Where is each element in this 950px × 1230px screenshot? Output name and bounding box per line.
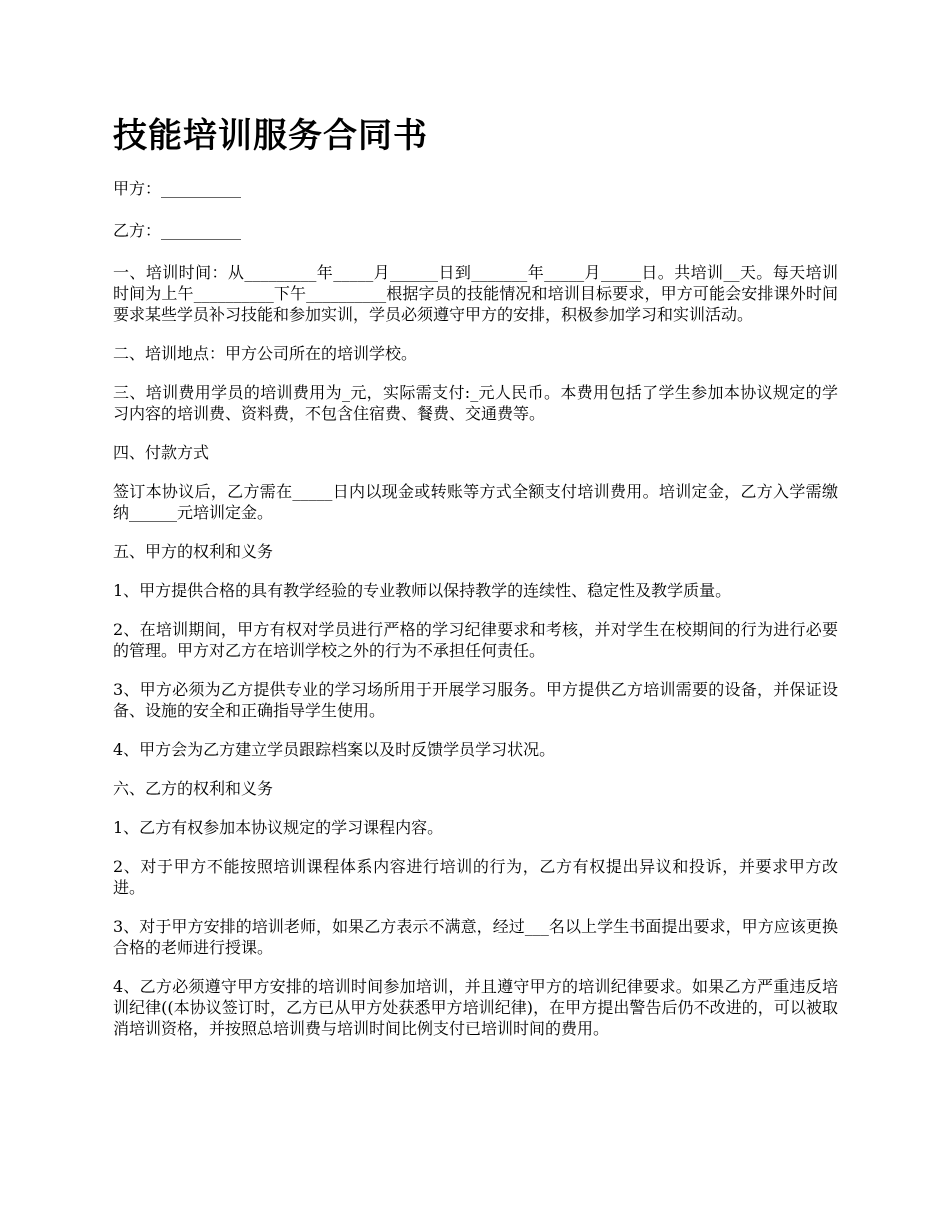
party-a-line: 甲方：__________ [113, 179, 242, 198]
party-b-item-1: 1、乙方有权参加本协议规定的学习课程内容。 [113, 818, 444, 837]
party-b-item-4: 4、乙方必须遵守甲方安排的培训时间参加培训，并且遵守甲方的培训纪律要求。如果乙方严重违反培训纪律((本协议签订时，乙方已从甲方处获悉甲方培训纪律)，在甲方提出警告后仍不改进的，可以被取消培训资格，并按照总培训费与培训时间比例支付已培训时间的费用。 [113, 977, 838, 1038]
party-a-item-2: 2、在培训期间，甲方有权对学员进行严格的学习纪律要求和考核，并对学生在校期间的行为进行必要的管理。甲方对乙方在培训学校之外的行为不承担任何责任。 [113, 620, 838, 660]
section-heading-party-a-rights: 五、甲方的权利和义务 [113, 542, 274, 561]
clause-training-location: 二、培训地点：甲方公司所在的培训学校。 [113, 344, 418, 363]
clause-training-fee: 三、培训费用学员的培训费用为_元，实际需支付:_元人民币。本费用包括了学生参加本协议规定的学习内容的培训费、资料费，不包含住宿费、餐费、交通费等。 [113, 383, 838, 423]
party-a-item-3: 3、甲方必须为乙方提供专业的学习场所用于开展学习服务。甲方提供乙方培训需要的设备，并保证设备、设施的安全和正确指导学生使用。 [113, 680, 838, 720]
party-a-item-4: 4、甲方会为乙方建立学员跟踪档案以及时反馈学员学习状况。 [113, 740, 556, 759]
party-b-item-3: 3、对于甲方安排的培训老师，如果乙方表示不满意，经过___名以上学生书面提出要求，甲方应该更换合格的老师进行授课。 [113, 917, 838, 957]
clause-payment-terms: 签订本协议后，乙方需在_____日内以现金或转账等方式全额支付培训费用。培训定金，乙方入学需缴纳______元培训定金。 [113, 482, 838, 522]
party-b-line: 乙方：__________ [113, 221, 242, 240]
section-heading-party-b-rights: 六、乙方的权利和义务 [113, 779, 274, 798]
party-a-item-1: 1、甲方提供合格的具有教学经验的专业教师以保持教学的连续性、稳定性及教学质量。 [113, 581, 732, 600]
section-heading-payment: 四、付款方式 [113, 443, 210, 462]
document-page [113, 112, 838, 1057]
party-b-item-2: 2、对于甲方不能按照培训课程体系内容进行培训的行为，乙方有权提出异议和投诉，并要求甲方改进。 [113, 857, 838, 897]
document-title: 技能培训服务合同书 [113, 116, 428, 156]
clause-training-time: 一、培训时间：从_________年_____月______日到_______年_____月_____日。共培训__天。每天培训时间为上午__________下午__________根据字员的技能情况和培训目标要求，甲方可能会安排课外时间要求某些学员补习技能和参加实训，学员必须遵守甲方的安排，积极参加学习和实训活动。 [113, 263, 838, 324]
